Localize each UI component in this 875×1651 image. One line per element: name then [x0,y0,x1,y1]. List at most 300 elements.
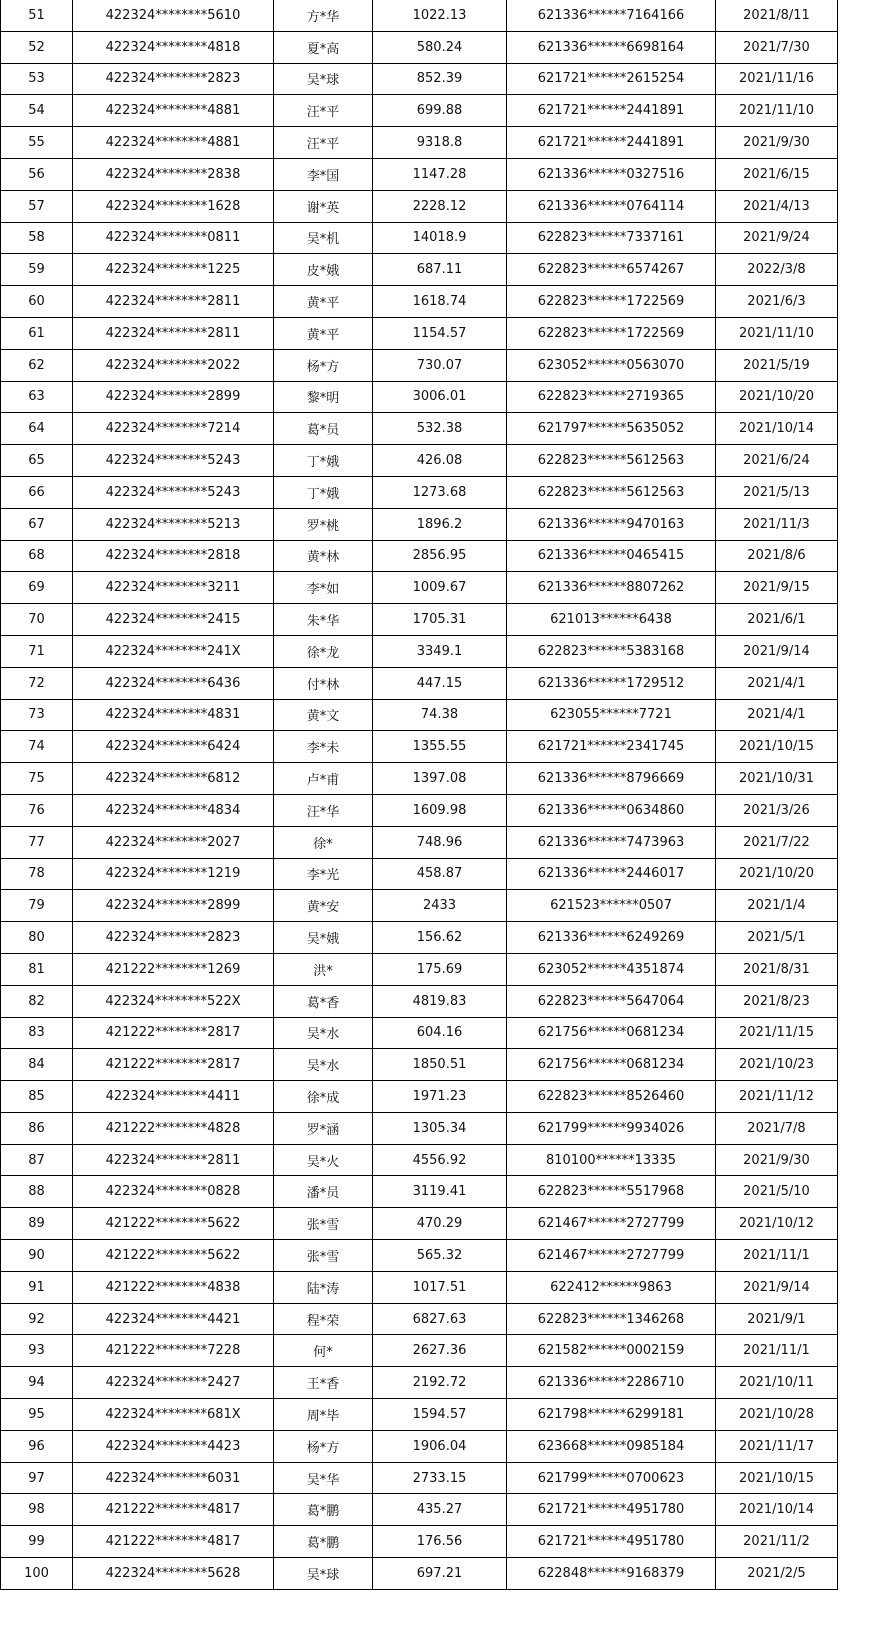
name-cell: 黄*文 [274,699,373,731]
amount-cell: 1618.74 [373,286,507,318]
name-cell: 洪* [274,953,373,985]
id-number-cell: 422324********2415 [73,604,274,636]
bank-card-cell: 621336******0327516 [507,158,716,190]
id-number-cell: 422324********2022 [73,349,274,381]
id-number-cell: 422324********4831 [73,699,274,731]
id-number-cell: 422324********5628 [73,1558,274,1590]
table-row [1,635,838,667]
name-cell: 徐* [274,826,373,858]
table-row [1,1430,838,1462]
table-row [1,1558,838,1590]
bank-card-cell: 623055******7721 [507,699,716,731]
name-cell: 王*香 [274,1367,373,1399]
name-cell: 吴*水 [274,1017,373,1049]
row-number-cell: 70 [1,604,73,636]
bank-card-cell: 621467******2727799 [507,1240,716,1272]
row-number-cell: 64 [1,413,73,445]
bank-card-cell: 810100******13335 [507,1144,716,1176]
name-cell: 皮*娥 [274,254,373,286]
id-number-cell: 421222********5622 [73,1208,274,1240]
table-row [1,31,838,63]
id-number-cell: 422324********5213 [73,508,274,540]
name-cell: 丁*娥 [274,476,373,508]
table-row [1,349,838,381]
name-cell: 徐*成 [274,1081,373,1113]
amount-cell: 2627.36 [373,1335,507,1367]
date-cell: 2021/8/11 [716,0,838,31]
table-row [1,1494,838,1526]
date-cell: 2021/9/14 [716,635,838,667]
bank-card-cell: 621336******0764114 [507,190,716,222]
bank-card-cell: 622823******1346268 [507,1303,716,1335]
name-cell: 李*光 [274,858,373,890]
name-cell: 丁*娥 [274,445,373,477]
bank-card-cell: 622823******5517968 [507,1176,716,1208]
id-number-cell: 421222********2817 [73,1017,274,1049]
name-cell: 葛*员 [274,413,373,445]
bank-card-cell: 621799******9934026 [507,1112,716,1144]
table-row [1,95,838,127]
amount-cell: 9318.8 [373,127,507,159]
bank-card-cell: 622823******1722569 [507,286,716,318]
id-number-cell: 422324********2823 [73,63,274,95]
bank-card-cell: 621721******2341745 [507,731,716,763]
name-cell: 何* [274,1335,373,1367]
row-number-cell: 86 [1,1112,73,1144]
table-row [1,985,838,1017]
table-row [1,158,838,190]
row-number-cell: 72 [1,667,73,699]
bank-card-cell: 621336******8796669 [507,763,716,795]
amount-cell: 1971.23 [373,1081,507,1113]
amount-cell: 2228.12 [373,190,507,222]
name-cell: 吴*水 [274,1049,373,1081]
row-number-cell: 80 [1,922,73,954]
date-cell: 2021/8/23 [716,985,838,1017]
table-row [1,317,838,349]
name-cell: 吴*娥 [274,922,373,954]
id-number-cell: 422324********2427 [73,1367,274,1399]
id-number-cell: 422324********4881 [73,95,274,127]
table-row [1,953,838,985]
row-number-cell: 96 [1,1430,73,1462]
row-number-cell: 85 [1,1081,73,1113]
row-number-cell: 84 [1,1049,73,1081]
table-row [1,1208,838,1240]
id-number-cell: 421222********4817 [73,1526,274,1558]
row-number-cell: 63 [1,381,73,413]
name-cell: 谢*英 [274,190,373,222]
id-number-cell: 422324********5243 [73,476,274,508]
bank-card-cell: 621336******2446017 [507,858,716,890]
amount-cell: 426.08 [373,445,507,477]
date-cell: 2021/10/11 [716,1367,838,1399]
table-row [1,254,838,286]
date-cell: 2021/9/1 [716,1303,838,1335]
bank-card-cell: 621721******4951780 [507,1526,716,1558]
row-number-cell: 89 [1,1208,73,1240]
date-cell: 2021/11/10 [716,317,838,349]
row-number-cell: 97 [1,1462,73,1494]
row-number-cell: 55 [1,127,73,159]
id-number-cell: 422324********6424 [73,731,274,763]
bank-card-cell: 623668******0985184 [507,1430,716,1462]
id-number-cell: 422324********2899 [73,890,274,922]
bank-card-cell: 622412******9863 [507,1271,716,1303]
name-cell: 杨*方 [274,1430,373,1462]
name-cell: 夏*高 [274,31,373,63]
amount-cell: 2856.95 [373,540,507,572]
amount-cell: 447.15 [373,667,507,699]
bank-card-cell: 621336******0465415 [507,540,716,572]
row-number-cell: 60 [1,286,73,318]
id-number-cell: 422324********241X [73,635,274,667]
date-cell: 2021/10/14 [716,1494,838,1526]
name-cell: 付*林 [274,667,373,699]
date-cell: 2021/8/31 [716,953,838,985]
row-number-cell: 56 [1,158,73,190]
row-number-cell: 51 [1,0,73,31]
id-number-cell: 422324********3211 [73,572,274,604]
table-row [1,1526,838,1558]
bank-card-cell: 622823******2719365 [507,381,716,413]
date-cell: 2021/7/30 [716,31,838,63]
name-cell: 张*雪 [274,1240,373,1272]
row-number-cell: 74 [1,731,73,763]
bank-card-cell: 621799******0700623 [507,1462,716,1494]
date-cell: 2021/5/19 [716,349,838,381]
table-row [1,1303,838,1335]
table-row [1,286,838,318]
row-number-cell: 77 [1,826,73,858]
bank-card-cell: 621721******2441891 [507,127,716,159]
table-row [1,858,838,890]
amount-cell: 3006.01 [373,381,507,413]
bank-card-cell: 621336******6249269 [507,922,716,954]
date-cell: 2021/9/14 [716,1271,838,1303]
name-cell: 吴*球 [274,1558,373,1590]
id-number-cell: 422324********4421 [73,1303,274,1335]
date-cell: 2021/7/22 [716,826,838,858]
amount-cell: 2733.15 [373,1462,507,1494]
row-number-cell: 94 [1,1367,73,1399]
name-cell: 朱*华 [274,604,373,636]
name-cell: 罗*涵 [274,1112,373,1144]
name-cell: 黄*平 [274,317,373,349]
name-cell: 李*未 [274,731,373,763]
date-cell: 2021/6/24 [716,445,838,477]
id-number-cell: 421222********2817 [73,1049,274,1081]
bank-card-cell: 621721******2615254 [507,63,716,95]
name-cell: 汪*平 [274,95,373,127]
row-number-cell: 90 [1,1240,73,1272]
id-number-cell: 422324********6812 [73,763,274,795]
id-number-cell: 422324********4818 [73,31,274,63]
id-number-cell: 422324********2027 [73,826,274,858]
table-row [1,381,838,413]
id-number-cell: 422324********1219 [73,858,274,890]
amount-cell: 1022.13 [373,0,507,31]
row-number-cell: 59 [1,254,73,286]
name-cell: 葛*鹏 [274,1494,373,1526]
table-row [1,476,838,508]
row-number-cell: 62 [1,349,73,381]
name-cell: 黄*安 [274,890,373,922]
amount-cell: 1009.67 [373,572,507,604]
date-cell: 2021/2/5 [716,1558,838,1590]
amount-cell: 458.87 [373,858,507,890]
table-row [1,699,838,731]
name-cell: 吴*华 [274,1462,373,1494]
table-row [1,572,838,604]
amount-cell: 1355.55 [373,731,507,763]
date-cell: 2021/1/4 [716,890,838,922]
date-cell: 2021/9/30 [716,1144,838,1176]
date-cell: 2021/10/15 [716,1462,838,1494]
id-number-cell: 422324********2838 [73,158,274,190]
date-cell: 2021/6/1 [716,604,838,636]
bank-card-cell: 623052******4351874 [507,953,716,985]
bank-card-cell: 621336******8807262 [507,572,716,604]
id-number-cell: 422324********4834 [73,794,274,826]
name-cell: 徐*龙 [274,635,373,667]
amount-cell: 1273.68 [373,476,507,508]
bank-card-cell: 622823******5612563 [507,445,716,477]
row-number-cell: 69 [1,572,73,604]
date-cell: 2021/11/2 [716,1526,838,1558]
bank-card-cell: 621336******9470163 [507,508,716,540]
name-cell: 吴*球 [274,63,373,95]
date-cell: 2021/11/12 [716,1081,838,1113]
name-cell: 汪*平 [274,127,373,159]
row-number-cell: 91 [1,1271,73,1303]
row-number-cell: 81 [1,953,73,985]
id-number-cell: 421222********4838 [73,1271,274,1303]
name-cell: 张*雪 [274,1208,373,1240]
amount-cell: 4556.92 [373,1144,507,1176]
amount-cell: 1705.31 [373,604,507,636]
name-cell: 葛*鹏 [274,1526,373,1558]
date-cell: 2021/3/26 [716,794,838,826]
date-cell: 2021/11/16 [716,63,838,95]
row-number-cell: 79 [1,890,73,922]
amount-cell: 1594.57 [373,1399,507,1431]
amount-cell: 3349.1 [373,635,507,667]
bank-card-cell: 621756******0681234 [507,1049,716,1081]
table-row [1,222,838,254]
name-cell: 程*荣 [274,1303,373,1335]
bank-card-cell: 622848******9168379 [507,1558,716,1590]
name-cell: 周*毕 [274,1399,373,1431]
bank-card-cell: 621756******0681234 [507,1017,716,1049]
id-number-cell: 422324********6031 [73,1462,274,1494]
row-number-cell: 53 [1,63,73,95]
table-row [1,1017,838,1049]
id-number-cell: 422324********4881 [73,127,274,159]
date-cell: 2021/4/13 [716,190,838,222]
bank-card-cell: 622823******5647064 [507,985,716,1017]
table-row [1,540,838,572]
table-row [1,1335,838,1367]
table-row [1,1271,838,1303]
amount-cell: 748.96 [373,826,507,858]
name-cell: 汪*华 [274,794,373,826]
amount-cell: 3119.41 [373,1176,507,1208]
bank-card-cell: 621013******6438 [507,604,716,636]
date-cell: 2021/5/13 [716,476,838,508]
table-row [1,0,838,31]
id-number-cell: 422324********2811 [73,317,274,349]
bank-card-cell: 621336******6698164 [507,31,716,63]
bank-card-cell: 621798******6299181 [507,1399,716,1431]
row-number-cell: 67 [1,508,73,540]
amount-cell: 697.21 [373,1558,507,1590]
amount-cell: 699.88 [373,95,507,127]
bank-card-cell: 622823******6574267 [507,254,716,286]
name-cell: 李*国 [274,158,373,190]
id-number-cell: 422324********1225 [73,254,274,286]
amount-cell: 1896.2 [373,508,507,540]
amount-cell: 6827.63 [373,1303,507,1335]
bank-card-cell: 621721******2441891 [507,95,716,127]
name-cell: 杨*方 [274,349,373,381]
date-cell: 2021/9/15 [716,572,838,604]
date-cell: 2021/11/10 [716,95,838,127]
payment-table-body [1,0,838,1589]
table-row [1,1112,838,1144]
bank-card-cell: 622823******5383168 [507,635,716,667]
name-cell: 黄*平 [274,286,373,318]
date-cell: 2021/4/1 [716,699,838,731]
date-cell: 2021/4/1 [716,667,838,699]
amount-cell: 1397.08 [373,763,507,795]
row-number-cell: 57 [1,190,73,222]
id-number-cell: 422324********2818 [73,540,274,572]
row-number-cell: 54 [1,95,73,127]
row-number-cell: 98 [1,1494,73,1526]
table-row [1,794,838,826]
amount-cell: 532.38 [373,413,507,445]
amount-cell: 74.38 [373,699,507,731]
id-number-cell: 421222********4817 [73,1494,274,1526]
amount-cell: 730.07 [373,349,507,381]
table-row [1,190,838,222]
row-number-cell: 61 [1,317,73,349]
table-row [1,413,838,445]
row-number-cell: 76 [1,794,73,826]
name-cell: 李*如 [274,572,373,604]
date-cell: 2021/10/12 [716,1208,838,1240]
id-number-cell: 422324********2823 [73,922,274,954]
table-row [1,1081,838,1113]
amount-cell: 4819.83 [373,985,507,1017]
id-number-cell: 422324********7214 [73,413,274,445]
date-cell: 2021/10/20 [716,381,838,413]
id-number-cell: 422324********4411 [73,1081,274,1113]
date-cell: 2021/7/8 [716,1112,838,1144]
amount-cell: 175.69 [373,953,507,985]
table-row [1,763,838,795]
id-number-cell: 421222********7228 [73,1335,274,1367]
date-cell: 2021/11/15 [716,1017,838,1049]
row-number-cell: 78 [1,858,73,890]
id-number-cell: 421222********4828 [73,1112,274,1144]
name-cell: 吴*火 [274,1144,373,1176]
amount-cell: 1906.04 [373,1430,507,1462]
amount-cell: 1609.98 [373,794,507,826]
id-number-cell: 422324********2899 [73,381,274,413]
name-cell: 卢*甫 [274,763,373,795]
bank-card-cell: 622823******5612563 [507,476,716,508]
id-number-cell: 422324********0811 [73,222,274,254]
date-cell: 2021/10/20 [716,858,838,890]
date-cell: 2021/11/1 [716,1240,838,1272]
row-number-cell: 92 [1,1303,73,1335]
name-cell: 葛*香 [274,985,373,1017]
table-row [1,1399,838,1431]
amount-cell: 470.29 [373,1208,507,1240]
amount-cell: 14018.9 [373,222,507,254]
amount-cell: 565.32 [373,1240,507,1272]
id-number-cell: 422324********1628 [73,190,274,222]
amount-cell: 604.16 [373,1017,507,1049]
bank-card-cell: 621523******0507 [507,890,716,922]
amount-cell: 176.56 [373,1526,507,1558]
name-cell: 方*华 [274,0,373,31]
row-number-cell: 52 [1,31,73,63]
table-row [1,890,838,922]
bank-card-cell: 621336******7473963 [507,826,716,858]
row-number-cell: 73 [1,699,73,731]
id-number-cell: 422324********522X [73,985,274,1017]
amount-cell: 1154.57 [373,317,507,349]
date-cell: 2021/11/17 [716,1430,838,1462]
row-number-cell: 71 [1,635,73,667]
table-row [1,1240,838,1272]
id-number-cell: 422324********0828 [73,1176,274,1208]
row-number-cell: 87 [1,1144,73,1176]
table-row [1,667,838,699]
bank-card-cell: 621336******7164166 [507,0,716,31]
table-row [1,922,838,954]
name-cell: 罗*桃 [274,508,373,540]
name-cell: 陆*涛 [274,1271,373,1303]
date-cell: 2021/10/28 [716,1399,838,1431]
table-row [1,1144,838,1176]
amount-cell: 1017.51 [373,1271,507,1303]
id-number-cell: 421222********1269 [73,953,274,985]
amount-cell: 687.11 [373,254,507,286]
table-row [1,826,838,858]
date-cell: 2021/5/1 [716,922,838,954]
table-row [1,508,838,540]
date-cell: 2021/11/1 [716,1335,838,1367]
row-number-cell: 93 [1,1335,73,1367]
row-number-cell: 95 [1,1399,73,1431]
id-number-cell: 422324********6436 [73,667,274,699]
amount-cell: 435.27 [373,1494,507,1526]
bank-card-cell: 621467******2727799 [507,1208,716,1240]
id-number-cell: 422324********2811 [73,286,274,318]
amount-cell: 580.24 [373,31,507,63]
bank-card-cell: 622823******7337161 [507,222,716,254]
row-number-cell: 99 [1,1526,73,1558]
date-cell: 2021/10/23 [716,1049,838,1081]
date-cell: 2021/10/15 [716,731,838,763]
date-cell: 2021/11/3 [716,508,838,540]
bank-card-cell: 623052******0563070 [507,349,716,381]
date-cell: 2021/8/6 [716,540,838,572]
